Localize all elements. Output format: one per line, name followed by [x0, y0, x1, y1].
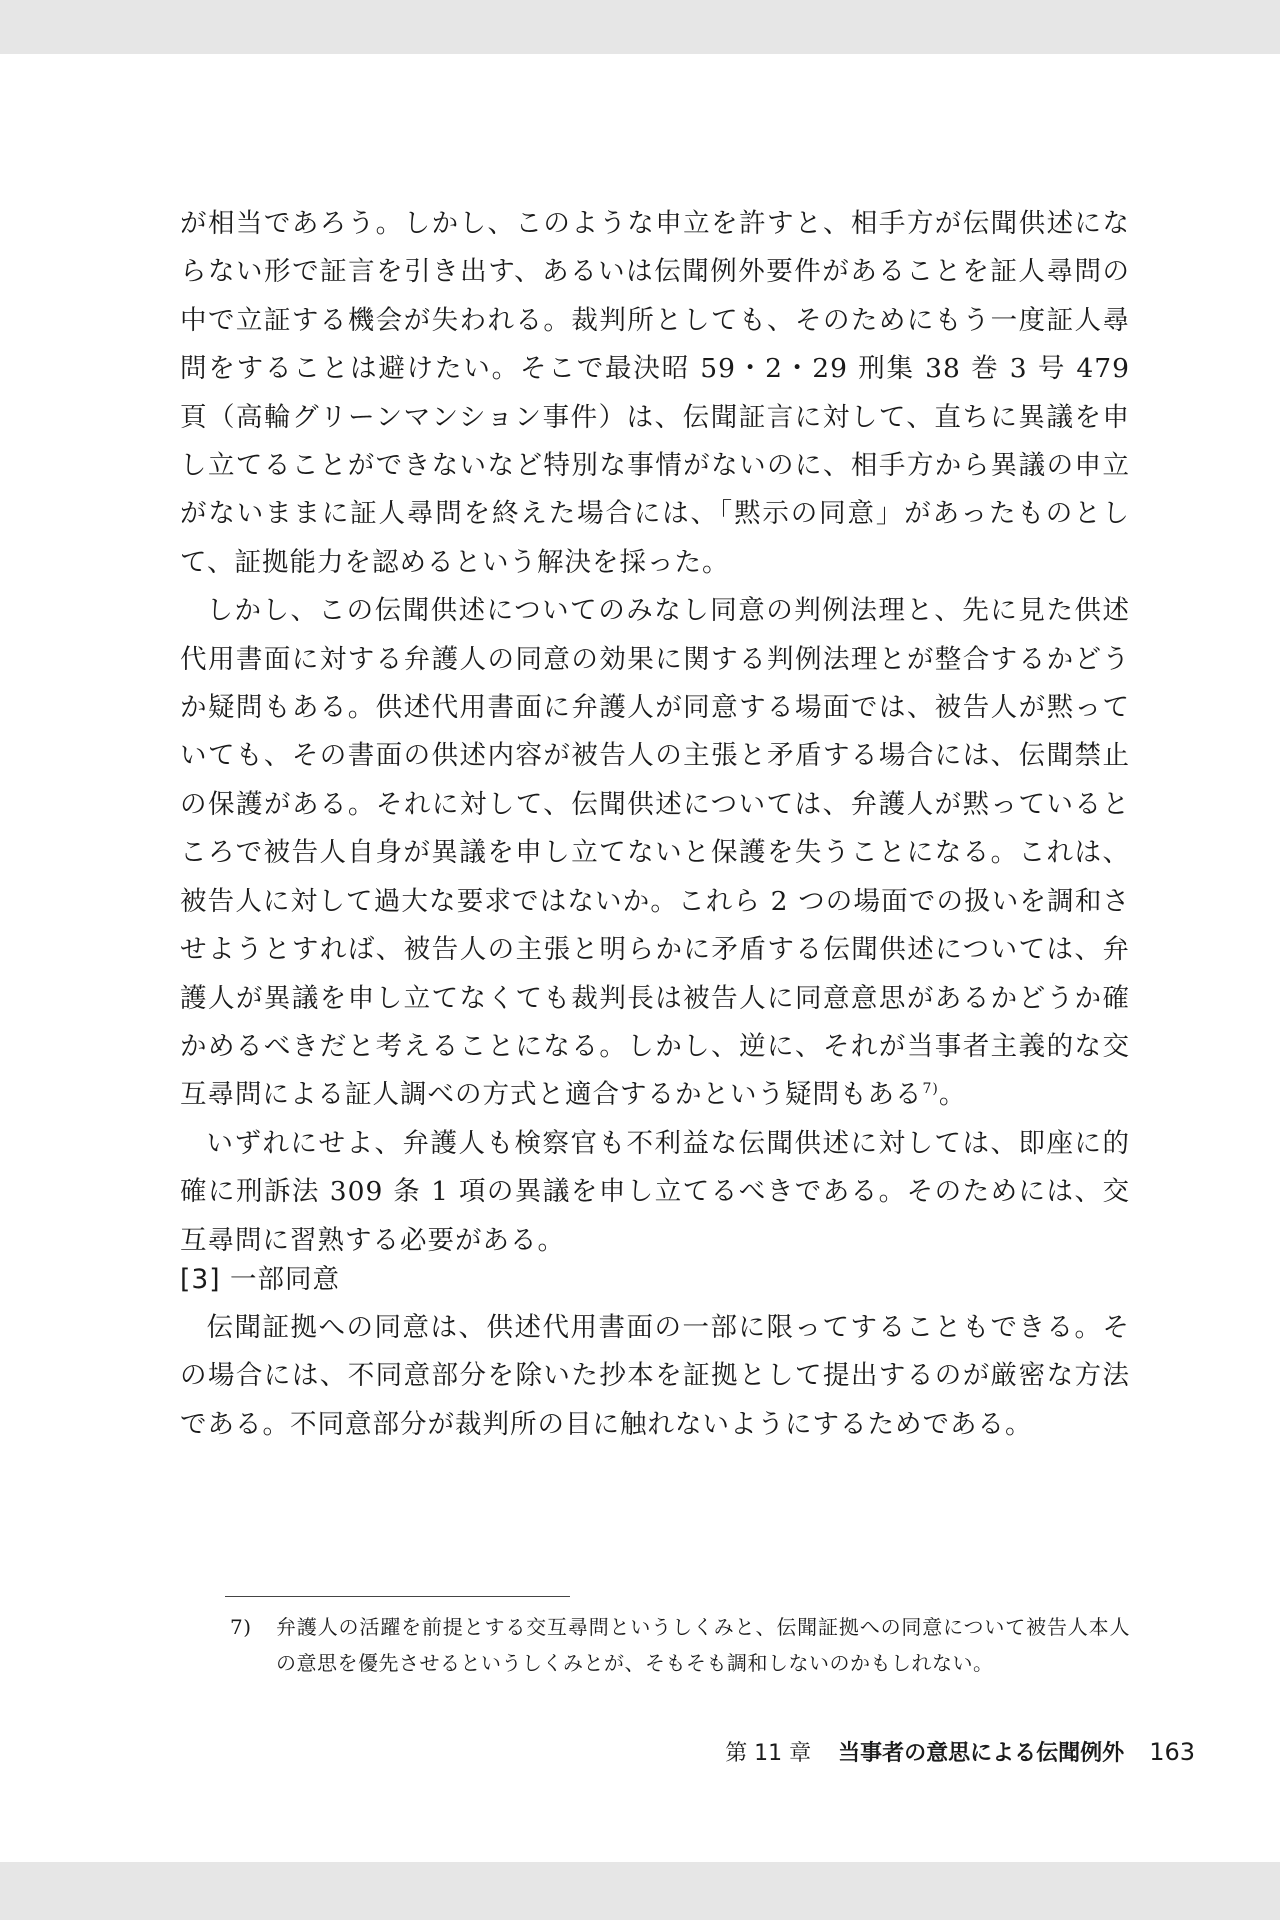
- section-heading: [3] 一部同意: [180, 1264, 340, 1295]
- footnote-ref-7[interactable]: 7): [922, 1081, 939, 1098]
- paragraph-2: [180, 587, 1130, 1119]
- section-text: [180, 1304, 1130, 1449]
- paragraph-2-text: しかし、この伝聞供述についてのみなし同意の判例法理と、先に見た供述代用書面に対する弁護人の同意の効果に関する判例法理とが整合するかどうか疑問もある。供述代用書面に弁護人が同意する場面では、被告人が黙っていても、その書面の供述内容が被告人の主張と矛盾する場合には、伝聞禁止の保護がある。それに対して、伝聞供述については、弁護人が黙っているところで被告人自身が異議を申し立てないと保護を失うことになる。これは、被告人に対して過大な要求ではないか。これら 2 つの場面での扱いを調和させようとすれば、被告人の主張と明らかに矛盾する伝聞供述については、弁護人が異議を申し立てなくても裁判長は被告人に同意意思があるかどうか確かめるべきだと考えることになる。しかし、逆に、それが当事者主義的な交互尋問による証人調べの方式と適合するかという疑問もある: [180, 595, 1130, 1111]
- paragraph-1: が相当であろう。しかし、このような申立を許すと、相手方が伝聞供述にならない形で証言を引き出す、あるいは伝聞例外要件があることを証人尋問の中で立証する機会が失われる。裁判所としても、そのためにもう一度証人尋問をすることは避けたい。そこで最決昭 59・2・29 刑集 38 巻 3 号 479 頁（高輪グリーンマンション事件）は、伝聞証言に対して、直ちに異議を申し立てることができないなど特別な事情がないのに、相手方から異議の申立がないままに証人尋問を終えた場合には、「黙示の同意」があったものとして、証拠能力を認めるという解決を採った。: [180, 208, 1130, 578]
- page-number: 163: [1149, 1738, 1195, 1766]
- footnote-7: [230, 1609, 1130, 1681]
- footer-chapter: 第 11 章: [725, 1741, 812, 1766]
- book-page: [0, 54, 1280, 1862]
- footnote-text: 弁護人の活躍を前提とする交互尋問というしくみと、伝聞証拠への同意について被告人本人の意思を優先させるというしくみとが、そもそも調和しないのかもしれない。: [276, 1615, 1130, 1675]
- running-footer: [725, 1734, 1195, 1772]
- main-text: [180, 200, 1130, 1265]
- paragraph-3: いずれにせよ、弁護人も検察官も不利益な伝聞供述に対しては、即座に的確に刑訴法 309 条 1 項の異議を申し立てるべきである。そのためには、交互尋問に習熟する必要がある。: [180, 1127, 1130, 1256]
- section-paragraph: 伝聞証拠への同意は、供述代用書面の一部に限ってすることもできる。その場合には、不同意部分を除いた抄本を証拠として提出するのが厳密な方法である。不同意部分が裁判所の目に触れないようにするためである。: [180, 1312, 1130, 1440]
- paragraph-2-tail: 。: [938, 1079, 967, 1111]
- footnote-number: 7): [230, 1615, 252, 1639]
- footer-chapter-title: 当事者の意思による伝聞例外: [838, 1741, 1125, 1766]
- footnote-divider: [225, 1596, 570, 1597]
